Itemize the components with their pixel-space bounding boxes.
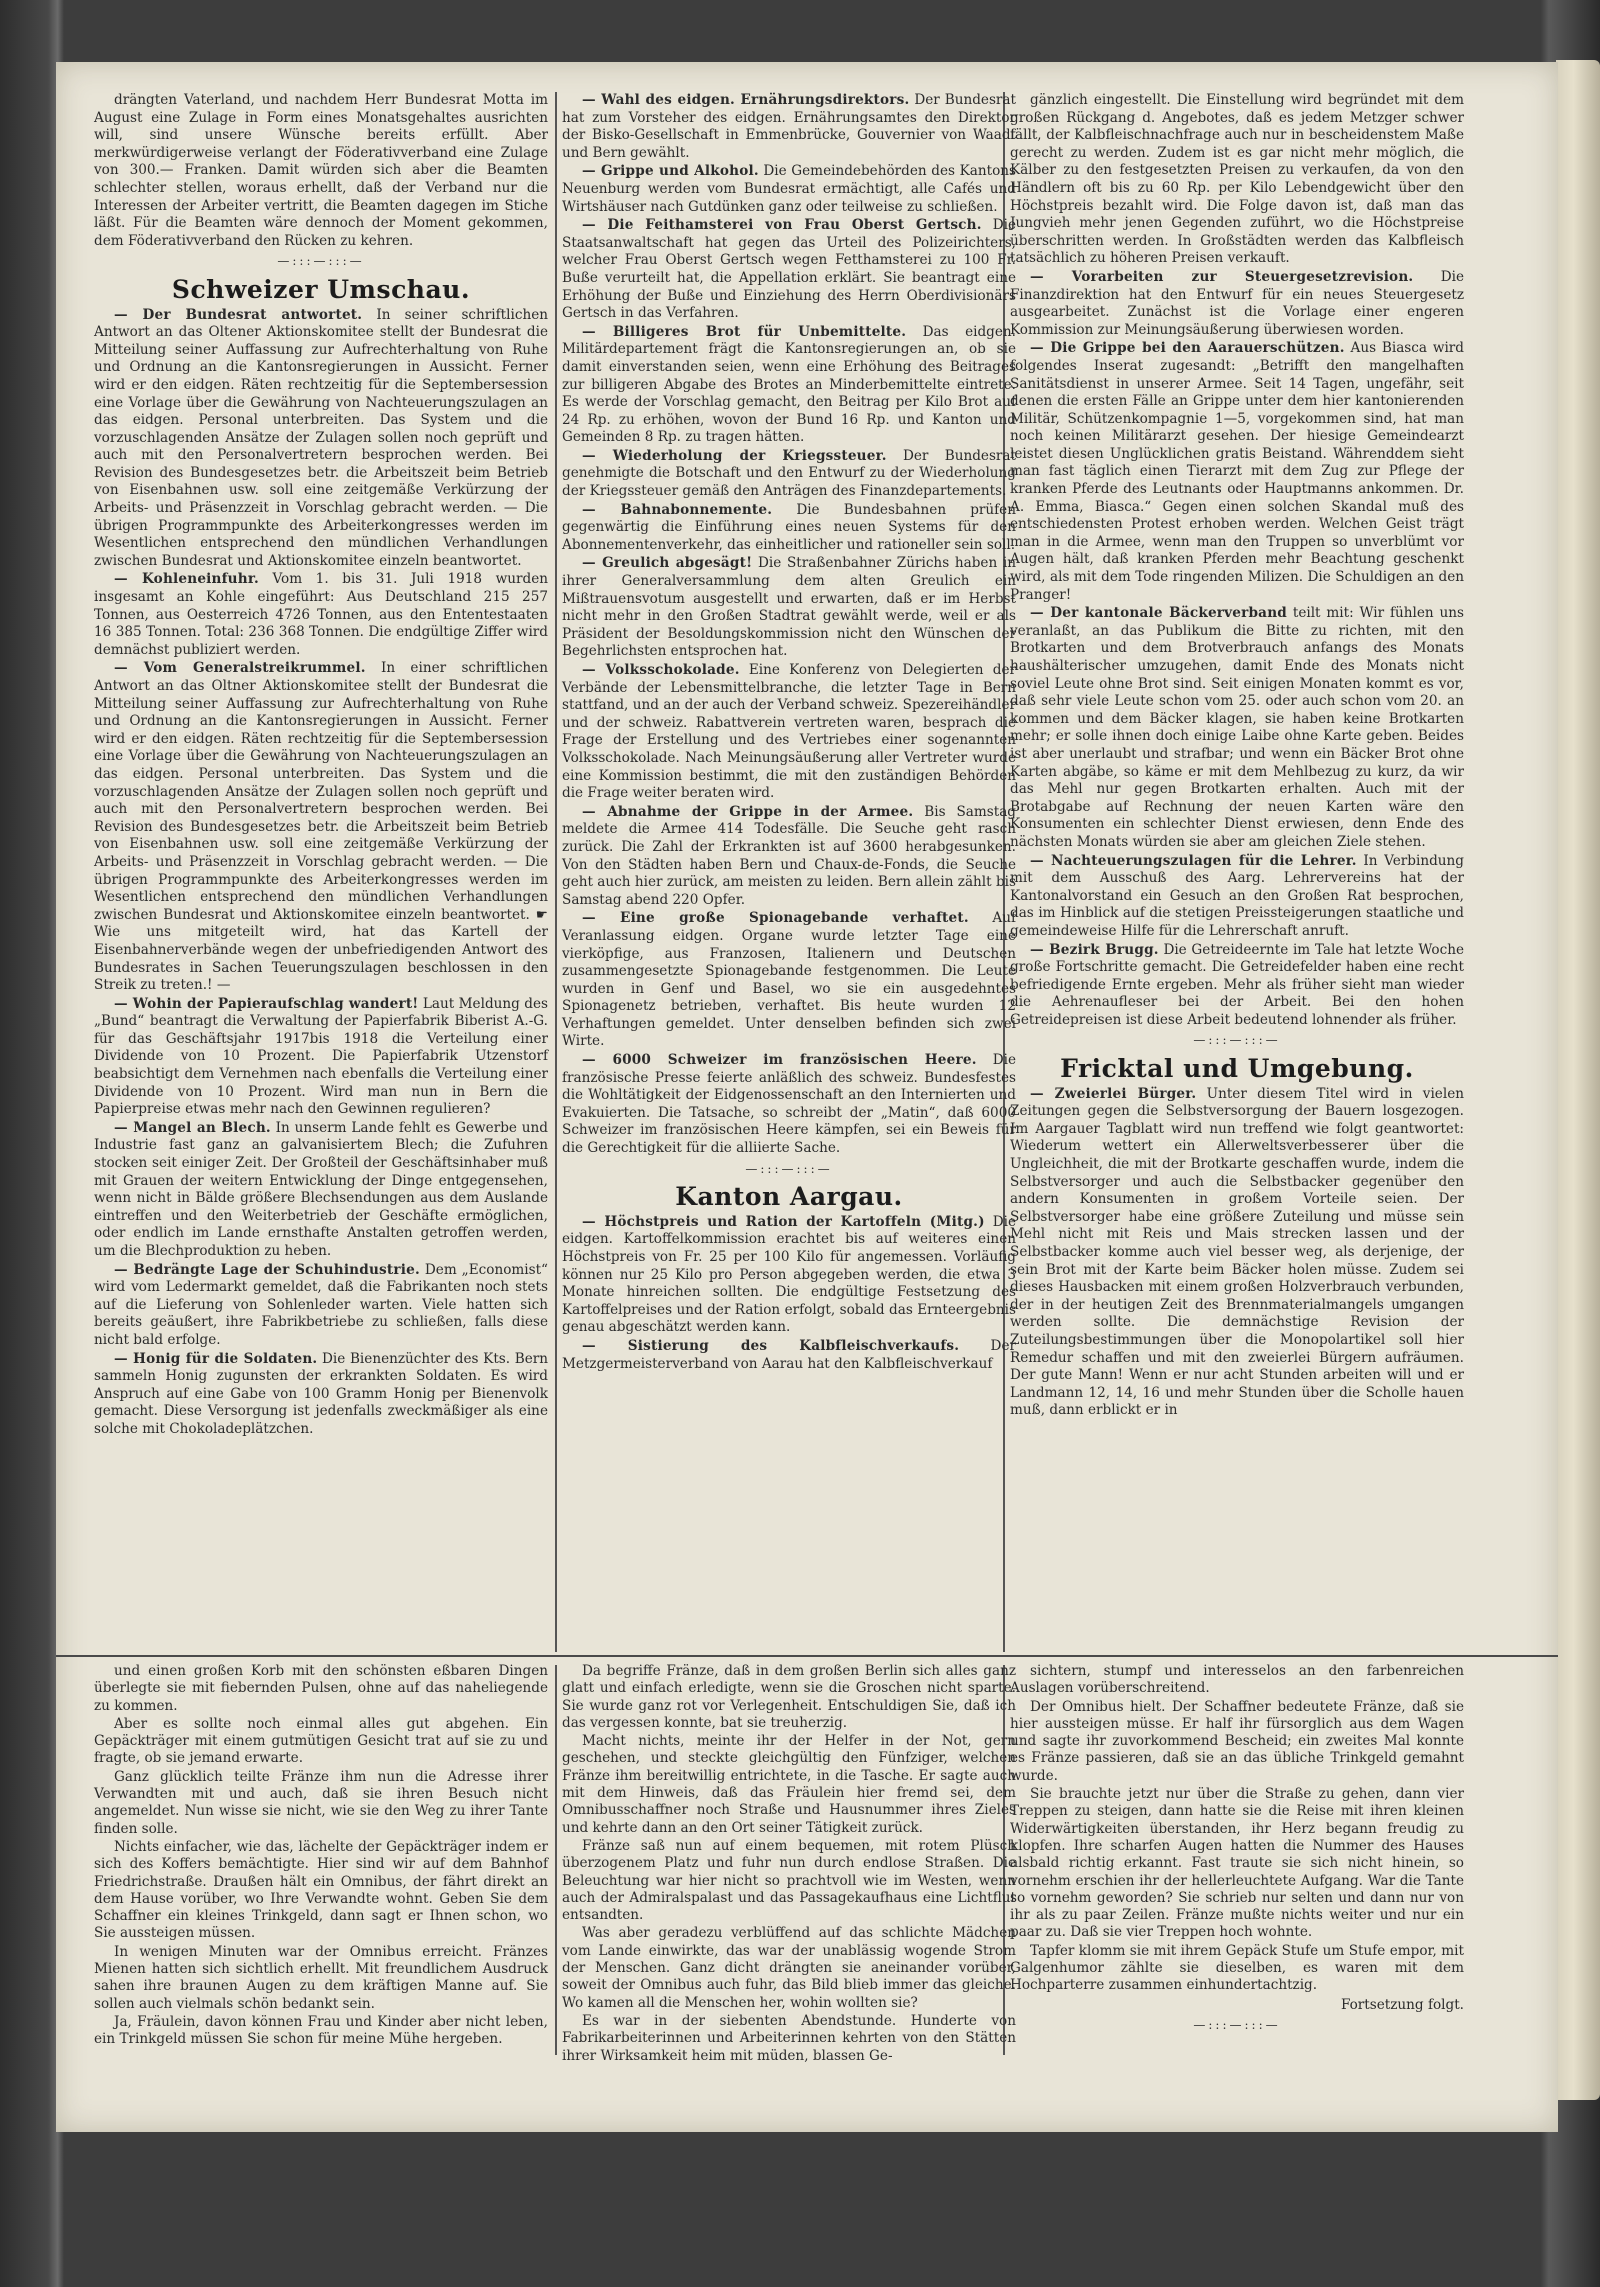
article-text: Die Staatsanwaltschaft hat gegen das Urteil des Polizeirichters, welcher Frau Oberst Gertsch wegen Fetthamsterei zu 100 Fr. Buße verurteilt hat, die Appellation erklärt. Sie beantragt eine Erhöhung der Buße und Einziehung des Herrn Oberdivisionärs Gertsch in das Verfahren. [562, 217, 1016, 322]
article-text: Die Finanzdirektion hat den Entwurf für ein neues Steuergesetz ausgearbeitet. Zunächst ist die Vorlage einer engeren Kommission zur Meinungsäußerung überwiesen worden. [1010, 268, 1464, 338]
article [94, 1262, 548, 1350]
article-heading: — Bahnabonnemente. [582, 501, 773, 518]
article [562, 555, 1016, 661]
article [1010, 942, 1464, 1030]
article-heading: — 6000 Schweizer im französischen Heere. [582, 1052, 977, 1069]
article-heading: — Sistierung des Kalbfleischverkaufs. [582, 1337, 960, 1354]
feuilleton-column-1 [94, 1663, 548, 2053]
feuilleton-paragraph: Macht nichts, meinte ihr der Helfer in der Not, gern geschehen, und steckte gleichgültig den Fünfziger, welchen Fränze ihm bereitwillig entrichtete, in die Tasche. Er sagte auch mit dem Hinweis, daß das Fräulein hier fremd sei, dem Omnibusschaffner noch Straße und Hausnummer ihres Zieles und kehrte dann an den Ort seiner Tätigkeit zurück. [562, 1733, 1016, 1836]
article-text: Die Bienenzüchter des Kts. Bern sammeln Honig zugunsten der erkrankten Soldaten. Es wird Anspruch auf eine Gabe von 100 Gramm Honig per Bienenvolk gemacht. Diese Versorgung ist jedenfalls zweckmäßiger als eine solche mit Chokoladeplätzchen. [94, 1350, 549, 1437]
article [94, 571, 548, 659]
article-heading: — Höchstpreis und Ration der Kartoffeln (Mitg.) [582, 1213, 985, 1230]
article-heading: — Der Bundesrat antwortet. [114, 306, 363, 323]
article-text: Laut Meldung des „Bund“ beantragt die Verwaltung der Papierfabrik Biberist A.-G. für das Geschäftsjahr 1917bis 1918 die Verteilung einer Dividende von 10 Prozent. Die Papierfabrik Utzenstorf beabsichtigt dem Vernehmen nach ebenfalls die Verteilung einer Dividende von 10 Prozent. Wird man nun in Bern die Papierpreise etwas mehr nach den Gewinnen regulieren? [94, 995, 548, 1118]
article [562, 502, 1016, 555]
article-text: Die französische Presse feierte anläßlich des schweiz. Bundesfestes die Wohltätigkeit der Eidgenossenschaft an den Internierten und Evakuierten. Die Tatsache, so schreibt der „Matin“, daß 6000 Schweizer im französischen Heere kämpfen, sei ein Beweis für die Gerechtigkeit für die alliierte Sache. [562, 1052, 1017, 1157]
article-heading: — Grippe und Alkohol. [582, 163, 759, 180]
article-text: In einer schriftlichen Antwort an das Oltner Aktionskomitee stellt der Bundesrat die Mitteilung seiner Auffassung zur Aufrechterhaltung von Ruhe und Ordnung an die Kantonsregierungen in Aussicht. Ferner wird er den eidgen. Räten rechtzeitig für die Septembersession eine Vorlage über die Gewährung von Nachteuerungszulagen an das eidgen. Personal unterbreiten. Das System und die vorzuschlagenden Ansätze der Zulagen sollen noch geprüft und auch mit den Personalvertretern besprochen werden. Bei Revision des Bundesgesetzes betr. die Arbeitszeit beim Betrieb von Eisenbahnen usw. soll eine zeitgemäße Verkürzung der Arbeits- und Präsenzzeit in Vorschlag gebracht werden. — Die übrigen Programmpunkte des Arbeiterkongresses werden im Wesentlichen entsprechend den mündlichen Verhandlungen zwischen Bundesrat und Aktionskomitee einzeln beantwortet. ☛ Wie uns mitgeteilt wird, hat das Kartell der Eisenbahnerverbände wegen der unbefriedigenden Antwort des Bundesrates in Sachen Teuerungszulagen beschlossen in den Streik zu treten.! — [94, 660, 548, 994]
separator: —:::—:::— [1193, 1033, 1281, 1048]
article-heading: — Wohin der Papieraufschlag wandert! [114, 995, 419, 1012]
article-heading: — Vorarbeiten zur Steuergesetzrevision. [1030, 268, 1414, 285]
article-heading: — Volksschokolade. [582, 662, 740, 678]
article [562, 804, 1016, 910]
article-text: Der Metzgermeisterverband von Aarau hat den Kalbfleischverkauf [562, 1337, 1016, 1372]
article [94, 996, 548, 1119]
article-text: Die eidgen. Kartoffelkommission erachtet bis auf weiteres einen Höchstpreis von Fr. 25 per 100 Kilo für angemessen. Vorläufig können nur 25 Kilo pro Person abgegeben werden, die etwa 3 Monate hinreichen sollten. Die endgültige Festsetzung des Kartoffelpreises und der Ration erfolgt, sobald das Ernteergebnis genau abgeschätzt werden kann. [562, 1213, 1016, 1336]
article-heading: — Wiederholung der Kriegssteuer. [582, 447, 887, 464]
article [562, 163, 1016, 216]
article-text: In seiner schriftlichen Antwort an das Oltener Aktionskomitee stellt der Bundesrat die Mitteilung seiner Auffassung zur Aufrechterhaltung von Ruhe und Ordnung an die Kantonsregierungen in Aussicht. Ferner wird er den eidgen. Räten rechtzeitig für die Septembersession eine Vorlage über die Gewährung von Nachteuerungszulagen an das eidgen. Personal unterbreiten. Das System und die vorzuschlagenden Ansätze der Zulagen sollen noch geprüft und auch mit den Personalvertretern besprochen werden. Bei Revision des Bundesgesetzes betr. die Arbeitszeit beim Betrieb von Eisenbahnen usw. soll eine zeitgemäße Verkürzung der Arbeits- und Präsenzzeit in Vorschlag gebracht werden. — Die übrigen Programmpunkte des Arbeiterkongresses werden im Wesentlichen entsprechend den mündlichen Verhandlungen zwischen Bundesrat und Aktionskomitee einzeln beantwortet. [94, 306, 549, 569]
article [562, 324, 1016, 447]
article-text: Der Bundesrat genehmigte die Botschaft und den Entwurf zu der Wiederholung der Kriegssteuer gemäß den Anträgen des Finanzdepartements. [562, 447, 1016, 500]
article-heading: — Zweierlei Bürger. [1030, 1085, 1197, 1102]
article-heading: — Kohleneinfuhr. [114, 571, 259, 588]
article-heading: — Der kantonale Bäckerverband [1030, 605, 1287, 622]
article [562, 217, 1016, 323]
article [1010, 1086, 1464, 1420]
article-text: Die Bundesbahnen prüfen gegenwärtig die Einführung eines neuen Systems für den Abonnementenverkehr, das einheitlicher und rationeller sein soll. [562, 501, 1016, 553]
feuilleton-paragraph: sichtern, stumpf und interesselos an den farbenreichen Auslagen vorüberschreitend. [1010, 1663, 1464, 1697]
feuilleton-paragraph: In wenigen Minuten war der Omnibus erreicht. Fränzes Mienen hatten sich sichtlich erhellt. Mit freundlichem Ausdruck sahen ihre braunen Augen zu dem kräftigen Manne auf. Sie sollen auch vielmals schön bedankt sein. [94, 1943, 548, 2012]
article [1010, 269, 1464, 339]
article-heading: — Honig für die Soldaten. [114, 1350, 318, 1367]
feuilleton-paragraph: Fränze saß nun auf einem bequemen, mit rotem Plüsch überzogenem Platz und fuhr nun durch endlose Straßen. Die Beleuchtung war hier nicht so prachtvoll wie im Westen, wenn auch der Admiralspalast und das Passagekaufhaus eine Lichtflut entsandten. [562, 1837, 1016, 1924]
article-text: Vom 1. bis 31. Juli 1918 wurden insgesamt an Kohle eingeführt: Aus Deutschland 215 257 Tonnen, aus Oesterreich 4726 Tonnen, aus den Ententestaaten 16 385 Tonnen. Total: 236 368 Tonnen. Die endgültige Ziffer wird demnächst publiziert werden. [94, 571, 548, 658]
article [562, 662, 1016, 803]
article-text: gänzlich eingestellt. Die Einstellung wird begründet mit dem großen Rückgang d. Angebotes, daß es jedem Metzger schwer fällt, der Kalbfleischnachfrage auch nur in bescheidenstem Maße gerecht zu werden. Zudem ist es gar nicht mehr möglich, die Kälber zu den festgesetzten Preisen zu verkaufen, da von den Händlern oft bis zu 60 Rp. per Kilo Lebendgewicht über den Höchstpreis bezahlt wird. Die Folge davon ist, daß man das Jungvieh mehr jenen Gegenden zuführt, wo die Höchstpreise überschritten werden. In Großstädten werden das Kalbfleisch tatsächlich zu höheren Preisen verkauft. [1010, 92, 1464, 267]
article [1010, 340, 1464, 604]
article-heading: — Vom Generalstreikrummel. [114, 660, 366, 677]
article-heading: — Billigeres Brot für Unbemittelte. [582, 323, 907, 340]
feuilleton-column-2 [562, 1663, 1016, 2064]
article-text: Aus Biasca wird folgendes Inserat zugesandt: „Betrifft den mangelhaften Sanitätsdienst in unserer Armee. Seit 14 Tagen, ungefähr, seit denen die ersten Fälle an Grippe unter dem hier kantonierenden Militär, Schützenkompagnie 1—5, vorgekommen sind, hat man noch keinen Militärarzt gesehen. Der hiesige Gemeindearzt leistet diesen Unglücklichen gratis Beistand. Währenddem sieht man fast täglich einen Tierarzt mit dem Zug zur Pflege der kranken Pferde des Leutnants oder Hauptmanns ankommen. Dr. A. Emma, Biasca.“ Gegen einen solchen Skandal muß des entschiedensten Protest erhoben werden. Welchen Geist trägt man in die Armee, wenn man den Truppen so unverblümt vor Augen hält, daß kranken Pferden mehr Beachtung geschenkt wird, als mit dem Tode ringenden Milizen. Die Schuldigen an den Pranger! [1010, 340, 1465, 603]
article-text: drängten Vaterland, und nachdem Herr Bundesrat Motta im August eine Zulage in Form eines Monatsgehaltes ausrichten will, sind unsere Wünsche bereits erfüllt. Aber merkwürdigerweise verlangt der Föderativverband eine Zulage von 300.— Franken. Damit würden sich aber die Beamten schlechter stellen, woraus erhellt, daß der Verband nur die Interessen der Arbeiter vertritt, die Beamten dagegen im Stiche läßt. Für die Beamten wäre dennoch der Moment gekommen, dem Föderativverband den Rücken zu kehren. [94, 92, 548, 249]
article-heading: — Abnahme der Grippe in der Armee. [582, 803, 914, 820]
article [562, 1214, 1016, 1337]
article-text: Die Getreideernte im Tale hat letzte Woche große Fortschritte gemacht. Die Getreidefelder haben eine recht befriedigende Ernte ergeben. Mehr als früher sieht man wieder die Aehrenaufleser bei der Arbeit. Bei den hohen Getreidepreisen ist diese Arbeit bedeutend lohnender als früher. [1010, 941, 1465, 1028]
article [94, 660, 548, 994]
feuilleton-paragraph: Ganz glücklich teilte Fränze ihm nun die Adresse ihrer Verwandten mit und auch, daß sie ihren Besuch nicht angemeldet. Nun wisse sie nicht, wie sie den Weg zu ihrer Tante finden solle. [94, 1768, 548, 1837]
article-text: Bis Samstag meldete die Armee 414 Todesfälle. Die Seuche geht rasch zurück. Die Zahl der Erkrankten ist auf 3600 herabgesunken. Von den Städten haben Bern und Chaux-de-Fonds, die Seuche geht auch hier zurück, am meisten zu leiden. Bern allein zählt bis Samstag abend 220 Opfer. [562, 803, 1016, 908]
column-rule [555, 1665, 557, 2055]
article-text: Das eidgen. Militärdepartement frägt die Kantonsregierungen an, ob sie damit einverstanden seien, wenn eine Erhöhung des Beitrages zur billigeren Abgabe des Brotes an Minderbemittelte eintrete. Es werde der Vorschlag gemacht, den Beitrag per Kilo Brot auf 24 Rp. zu erhöhen, wovon der Bund 16 Rp. und Kanton und Gemeinden 8 Rp. zu tragen hätten. [562, 323, 1017, 446]
article [94, 307, 548, 571]
feuilleton-column-3 [1010, 1663, 1464, 2053]
article-text: Dem „Economist“ wird vom Ledermarkt gemeldet, daß die Fabrikanten noch stets auf die Lieferung von Sohlenleder warten. Viele hatten sich bereits geäußert, ihre Fabrikbetriebe zu schließen, falls diese nicht bald erfolge. [94, 1261, 549, 1348]
article [562, 448, 1016, 501]
article-text: Die Gemeindebehörden des Kantons Neuenburg werden vom Bundesrat ermächtigt, alle Cafés und Wirtshäuser nach Gutdünken ganz oder teilweise zu schließen. [562, 163, 1016, 215]
feuilleton-paragraph: Da begriffe Fränze, daß in dem großen Berlin sich alles ganz glatt und einfach erledigte, wenn sie die Groschen nicht sparte. Sie wurde ganz rot vor Verlegenheit. Entschuldigen Sie, daß ich das vergessen konnte, bat sie treuherzig. [562, 1663, 1016, 1731]
separator: —:::—:::— [1193, 2017, 1281, 2032]
column-2 [562, 92, 1016, 1652]
article-text: In unserm Lande fehlt es Gewerbe und Industrie fast ganz an galvanisiertem Blech; die Zufuhren stocken seit einiger Zeit. Der Großteil der Geschäftsinhaber muß mit Grauen der weitern Entwicklung der Dinge entgegensehen, wenn nicht in Bälde größere Blechsendungen aus dem Auslande eintreffen und den Weiterbetrieb der Geschäfte ermöglichen, oder endlich im Lande ernsthafte Anstalten getroffen werden, um die Blechproduktion zu heben. [94, 1119, 548, 1259]
article-heading: — Wahl des eidgen. Ernährungsdirektors. [582, 92, 910, 108]
section-heading: Fricktal und Umgebung. [1060, 1054, 1414, 1084]
article [94, 1351, 548, 1439]
feuilleton-paragraph: Nichts einfacher, wie das, lächelte der Gepäckträger indem er sich des Koffers bemächtigte. Hier sind wir auf dem Bahnhof Friedrichstraße. Draußen hält ein Omnibus, der fährt direkt an dem Hause vorüber, wo Ihre Verwandte wohnt. Geben Sie dem Schaffner ein kleines Trinkgeld, dann sagt er Ihnen schon, wo Sie aussteigen müssen. [94, 1838, 548, 1942]
article [562, 1338, 1016, 1373]
article [562, 910, 1016, 1051]
feuilleton-paragraph: Ja, Fräulein, davon können Frau und Kinder aber nicht leben, ein Trinkgeld müssen Sie schon für meine Mühe hergeben. [94, 2013, 548, 2048]
section-heading: Schweizer Umschau. [171, 274, 471, 304]
article [1010, 853, 1464, 941]
article-text: Unter diesem Titel wird in vielen Zeitungen gegen die Selbstversorgung der Bauern losgezogen. Im Aargauer Tagblatt wird nun treffend wie folgt geantwortet: Wiederum wettert ein Allerweltsverbesserer über die Ungleichheit, die mit der Brotkarte geschaffen wurde, indem die Selbstversorger und auch die Selbstbacker gegenüber den andern Konsumenten in großem Vorteile seien. Der Selbstversorger habe eine größere Zuteilung und müsse sein Mehl nicht mit Reis und Mais strecken lassen und der Selbstbacker komme auch viel besser weg, als derjenige, der sein Brot mit der Karte beim Bäcker holen müsse. Zudem sei dieses Hausbacken mit einem großen Holzverbrauch verbunden, der in der heutigen Zeit des Brennmaterialmangels umgangen werden sollte. Die demnächstige Revision der Zuteilungsbestimmungen über die Monopolartikel soll hier Remedur schaffen und mit den zweierlei Bürgern aufräumen. Der gute Mann! Wenn er nur acht Stunden arbeiten will und er Landmann 12, 14, 16 und mehr Stunden über die Scholle hauen muß, dann erblickt er in [1010, 1085, 1465, 1419]
article [1010, 605, 1464, 851]
page-edge [1556, 60, 1600, 2100]
article [562, 1052, 1016, 1158]
article-heading: — Bedrängte Lage der Schuhindustrie. [114, 1261, 420, 1278]
column-1 [94, 92, 548, 1652]
feuilleton-paragraph: Der Omnibus hielt. Der Schaffner bedeutete Fränze, daß sie hier aussteigen müsse. Er half ihr fürsorglich aus dem Wagen und sagte ihr zuvorkommend Bescheid; ein zweites Mal konnte es Fränze passieren, daß sie an das übliche Trinkgeld gemahnt wurde. [1010, 1698, 1464, 1784]
article [94, 1120, 548, 1261]
continuation-note: Fortsetzung folgt. [1340, 1996, 1464, 2013]
article-text: Auf Veranlassung eidgen. Organe wurde letzter Tage eine vierköpfige, aus Franzosen, Italienern und Deutschen zusammengesetzte Spionagebande festgenommen. Die Leute wurden in Genf und Basel, wo sie ein ausgedehntes Spionagenetz betrieben, verhaftet. Bis heute wurden 12 Verhaftungen gemeldet. Unter denselben befinden sich zwei Wirte. [562, 910, 1016, 1050]
feuilleton-divider [56, 1655, 1558, 1657]
article-text: In Verbindung mit dem Ausschuß des Aarg. Lehrervereins hat der Kantonalvorstand ein Gesuch an den Großen Rat besprochen, das im Hinblick auf die stetigen Preissteigerungen staatliche und gemeindeweise Hilfe für die Lehrerschaft anruft. [1010, 852, 1465, 939]
feuilleton-paragraph: und einen großen Korb mit den schönsten eßbaren Dingen überlegte sie mit fiebernden Pulsen, ohne auf das naheliegende zu kommen. [94, 1663, 548, 1714]
article-text: Die Straßenbahner Zürichs haben in ihrer Generalversammlung dem alten Greulich ein Mißtrauensvotum ausgestellt und erwarten, daß er im Herbst nicht mehr in den Großen Stadtrat gewählt werde, weil er als Präsident der Besoldungskommission nicht den Wünschen der Begehrlichsten entsprochen hat. [562, 555, 1017, 660]
feuilleton-paragraph: Sie brauchte jetzt nur über die Straße zu gehen, dann vier Treppen zu steigen, dann hatte sie die Reise mit ihren kleinen Widerwärtigkeiten überstanden, ihr Herz begann freudig zu klopfen. Ihre scharfen Augen hatten die Nummer des Hauses alsbald richtig erkannt. Fast traute sie sich nicht hinein, so vornehm erschien ihr der hellerleuchtete Aufgang. War die Tante so vornehm geworden? Sie schrieb nur selten und dann nur von ihr als zu paar Zeilen. Fränze mußte nichts weiter und nur ein paar zu. Daß sie vier Treppen hoch wohnte. [1010, 1786, 1464, 1941]
article-heading: — Bezirk Brugg. [1030, 941, 1159, 958]
separator: —:::—:::— [277, 254, 365, 269]
article [562, 92, 1016, 162]
article-text: Eine Konferenz von Delegierten der Verbände der Lebensmittelbranche, die letzter Tage in Bern stattfand, und an der auch der Verband schweiz. Spezereihändler und der schweiz. Rabattverein vertreten waren, besprach die Frage der Erstellung und des Vertriebes einer sogenannten Volksschokolade. Nach Meinungsäußerung aller Vertreter wurde eine Kommission bestimmt, die mit den zuständigen Behörden die Frage weiter beraten wird. [562, 662, 1016, 802]
article-heading: — Die Feithamsterei von Frau Oberst Gertsch. [582, 217, 982, 234]
feuilleton-paragraph: Aber es sollte noch einmal alles gut abgehen. Ein Gepäckträger mit einem gutmütigen Gesicht trat auf sie zu und fragte, ob sie jemand erwarte. [94, 1715, 548, 1767]
article-text: Der Bundesrat hat zum Vorsteher des eidgen. Ernährungsamtes den Direktor der Bisko-Gesellschaft in Emmenbrücke, Gouvernier von Waadt und Bern gewählt. [562, 92, 1016, 161]
article-heading: — Mangel an Blech. [114, 1119, 271, 1136]
separator: —:::—:::— [745, 1161, 833, 1176]
feuilleton-paragraph: Was aber geradezu verblüffend auf das schlichte Mädchen vom Lande einwirkte, das war der unablässig wogende Strom der Menschen. Ganz dicht drängten sie aneinander vorüber, soweit der Omnibus auch fuhr, das Bild blieb immer das gleiche. Wo kamen all die Menschen her, wohin wollten sie? [562, 1925, 1016, 2011]
feuilleton-paragraph: Es war in der siebenten Abendstunde. Hunderte von Fabrikarbeiterinnen und Arbeiterinnen kehrten von den Stätten ihrer Wirksamkeit heim mit müden, blassen Ge- [562, 2012, 1016, 2064]
column-rule [555, 92, 557, 1652]
article-heading: — Nachteuerungszulagen für die Lehrer. [1030, 852, 1357, 869]
article-heading: — Die Grippe bei den Aarauerschützen. [1030, 340, 1345, 357]
article-text: teilt mit: Wir fühlen uns veranlaßt, an das Publikum die Bitte zu richten, mit den Brotkarten und dem Brotverbrauch anfangs des Monats haushälterischer umzugehen, damit Ende des Monats nicht soviel Leute ohne Brot sind. Seit einigen Monaten kommt es vor, daß sehr viele Leute schon vom 25. oder auch schon vom 20. an kommen und dem Bäcker klagen, sie haben keine Brotkarten mehr; er solle ihnen doch einige Laibe ohne Karte geben. Beides ist aber unerlaubt und strafbar; und wenn ein Bäcker Brot ohne Karten abgäbe, so käme er mit dem Mehlbezug zu kurz, da wir das Mehl nur gegen Brotkarten erhalten. Auch mit der Brotabgabe auf Rechnung der neuen Karten wäre den Konsumenten ein schlechter Dienst erwiesen, denn Ende des nächsten Monats würden sie aber am gleichen Ziele stehen. [1010, 605, 1464, 850]
article-heading: — Eine große Spionagebande verhaftet. [582, 910, 969, 927]
column-3 [1010, 92, 1464, 1652]
article-heading: — Greulich abgesägt! [582, 555, 753, 572]
feuilleton-paragraph: Tapfer klomm sie mit ihrem Gepäck Stufe um Stufe empor, mit Galgenhumor zählte sie dieselben, es waren mit dem Hochparterre zusammen einhundertachtzig. [1010, 1942, 1464, 1994]
section-heading: Kanton Aargau. [675, 1182, 903, 1212]
